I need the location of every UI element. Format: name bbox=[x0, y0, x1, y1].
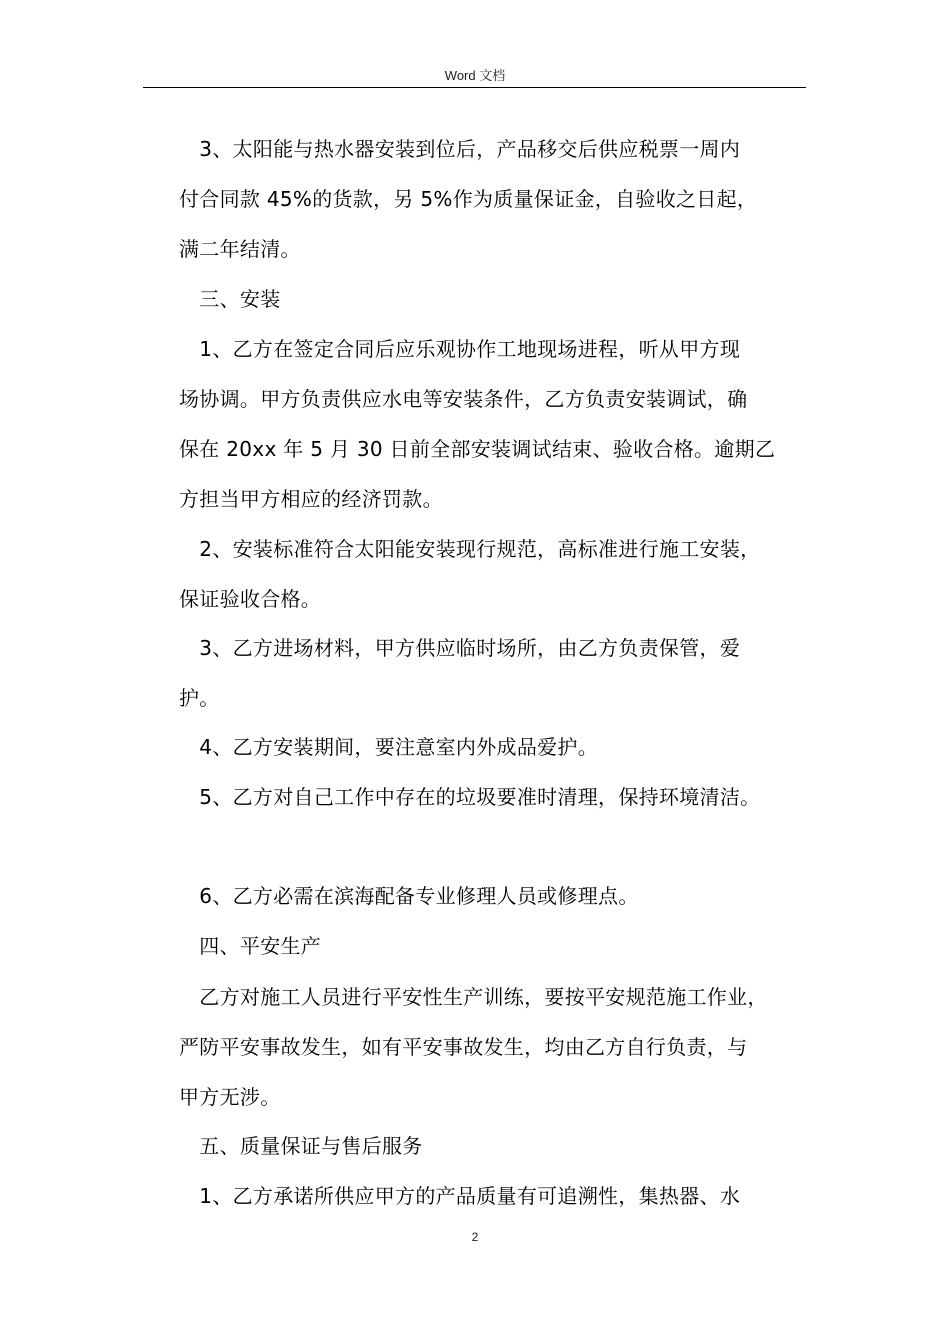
body-line: 乙方对施工人员进行平安性生产训练，要按平安规范施工作业， bbox=[179, 985, 768, 1009]
body-line: 3、太阳能与热水器安装到位后，产品移交后供应税票一周内 bbox=[179, 137, 741, 161]
section-heading: 四、平安生产 bbox=[179, 934, 322, 958]
body-line: 1、乙方承诺所供应甲方的产品质量有可追溯性，集热器、水 bbox=[179, 1184, 741, 1208]
body-line: 2、安装标准符合太阳能安装现行规范，高标准进行施工安装， bbox=[179, 537, 761, 561]
body-line: 严防平安事故发生，如有平安事故发生，均由乙方自行负责，与 bbox=[179, 1035, 748, 1059]
body-line: 保在 20xx 年 5 月 30 日前全部安装调试结束、验收合格。逾期乙 bbox=[179, 437, 776, 461]
body-line: 6、乙方必需在滨海配备专业修理人员或修理点。 bbox=[179, 884, 639, 908]
section-heading: 三、安装 bbox=[179, 287, 281, 311]
section-heading: 五、质量保证与售后服务 bbox=[179, 1134, 423, 1158]
body-line: 场协调。甲方负责供应水电等安装条件，乙方负责安装调试，确 bbox=[179, 387, 748, 411]
body-line: 保证验收合格。 bbox=[179, 587, 322, 611]
body-line: 5、乙方对自己工作中存在的垃圾要准时清理，保持环境清洁。 bbox=[179, 785, 761, 809]
body-line: 满二年结清。 bbox=[179, 237, 301, 261]
body-line: 3、乙方进场材料，甲方供应临时场所，由乙方负责保管，爱 bbox=[179, 636, 741, 660]
body-line: 甲方无涉。 bbox=[179, 1085, 281, 1109]
header-divider bbox=[143, 87, 806, 88]
page-number: 2 bbox=[471, 1230, 479, 1244]
header-title: Word 文档 bbox=[444, 68, 506, 83]
body-line: 付合同款 45%的货款，另 5%作为质量保证金，自验收之日起， bbox=[179, 187, 758, 211]
body-line: 1、乙方在签定合同后应乐观协作工地现场进程，听从甲方现 bbox=[179, 337, 741, 361]
body-line: 4、乙方安装期间，要注意室内外成品爱护。 bbox=[179, 735, 599, 759]
body-line: 护。 bbox=[179, 686, 220, 710]
body-line: 方担当甲方相应的经济罚款。 bbox=[179, 487, 443, 511]
